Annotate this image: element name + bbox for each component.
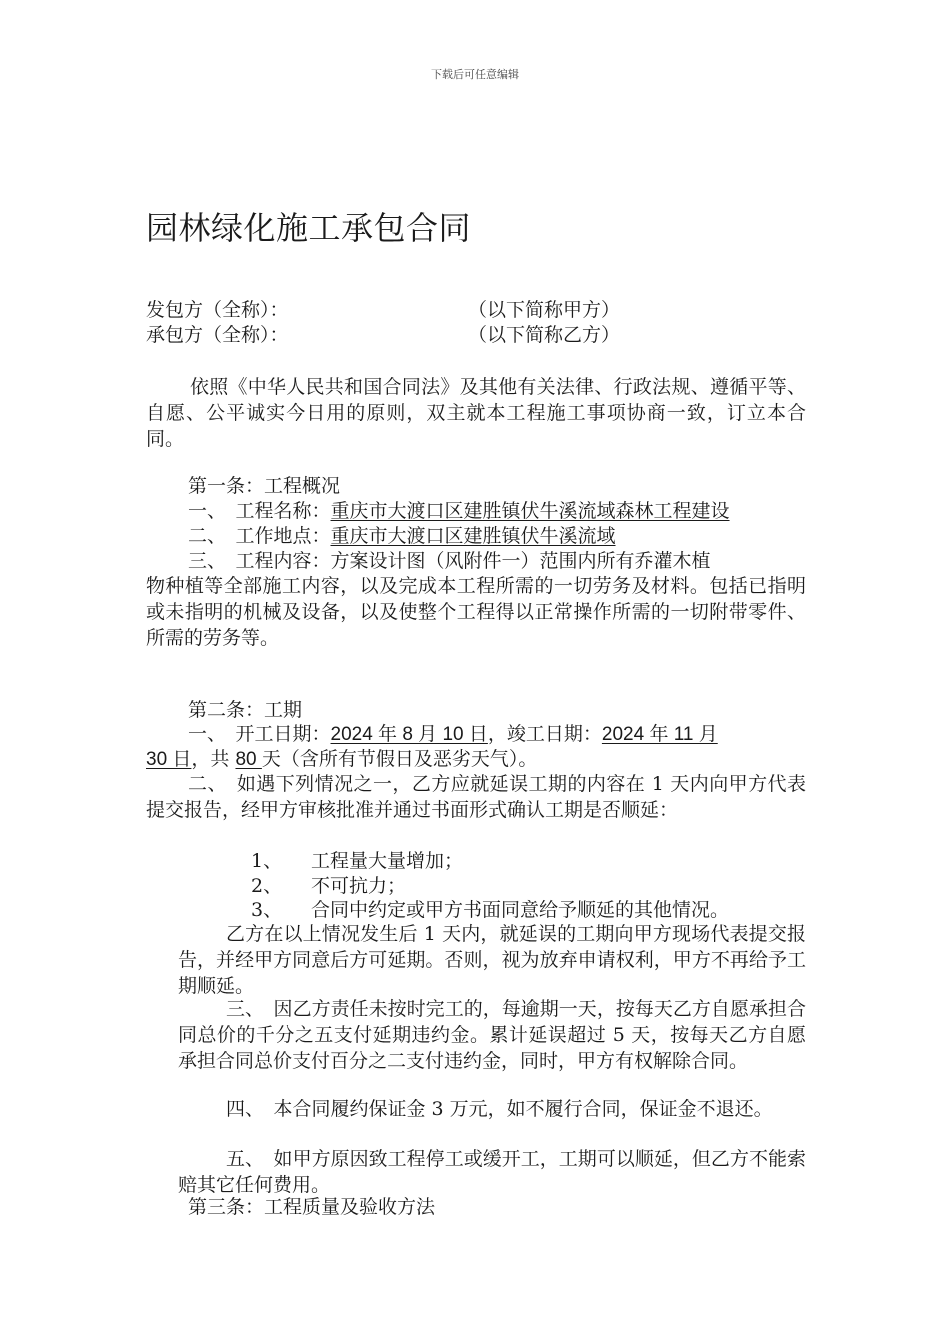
article-2-item-2: 二、 如遇下列情况之一，乙方应就延误工期的内容在 1 天内向甲方代表提交报告，经甲方审核批准并通过书面形式确认工期是否顺延： [146,773,806,821]
article-1-item-2 [188,523,616,549]
project-name: 重庆市大渡口区建胜镇伏牛溪流域森林工程建设 [330,500,730,522]
party-a-label: 发包方（全称）： [146,299,289,321]
article-1-item-1 [188,498,730,524]
item-prefix: 二、 工作地点： [188,525,331,547]
sub-item-3-number: 3、 [251,899,283,921]
end-date-part-2: 30 日 [146,749,192,770]
party-b-alias: （以下简称乙方） [468,324,621,346]
page-header-note: 下载后可任意编辑 [431,68,519,81]
article-1-item-3-rest: 物种植等全部施工内容，以及完成本工程所需的一切劳务及材料。包括已指明或未指明的机械及设备，以及使整个工程得以正常操作所需的一切附带零件、所需的劳务等。 [146,575,806,649]
sub-item-2-number: 2、 [251,875,283,897]
delay-report-note: 乙方在以上情况发生后 1 天内，就延误的工期向甲方现场代表提交报告，并经甲方同意后方可延期。否则，视为放弃申请权利，甲方不再给予工期顺延。 [178,923,806,997]
party-a-alias: （以下简称甲方） [468,299,621,321]
article-2-item-3: 三、 因乙方责任未按时完工的，每逾期一天，按每天乙方自愿承担合同总价的千分之五支付延期违约金。累计延误超过 5 天，按每天乙方自愿承担合同总价支付百分之二支付违约金，同时，甲方有权解除合同。 [178,998,806,1072]
sub-item-1-text: 工程量大量增加； [311,850,464,872]
article-2-item-5: 五、 如甲方原因致工程停工或缓开工，工期可以顺延，但乙方不能索赔其它任何费用。 [178,1148,806,1196]
article-2-item-1-line-2 [146,746,537,773]
article-3-heading: 第三条：工程质量及验收方法 [188,1196,436,1218]
article-2-item-4: 四、 本合同履约保证金 3 万元，如不履行合同，保证金不退还。 [226,1098,773,1120]
intro-paragraph: 依照《中华人民共和国合同法》及其他有关法律、行政法规、遵循平等、自愿、公平诚实今日用的原则，双主就本工程施工事项协商一致，订立本合同。 [146,376,806,450]
article-2-item-1-line-1 [188,721,718,748]
item-prefix: 一、 开工日期： [188,723,331,745]
sub-item-3-text: 合同中约定或甲方书面同意给予顺延的其他情况。 [311,899,730,921]
start-date: 2024 年 8 月 10 日 [330,724,488,745]
article-1-item-3-first-line: 三、 工程内容：方案设计图（风附件一）范围内所有乔灌木植 [188,550,711,572]
end-date-part-1: 2024 年 11 月 [601,724,718,745]
total-suffix: 天（含所有节假日及恶劣天气）。 [261,748,538,770]
article-2-heading: 第二条：工期 [188,699,303,721]
work-location: 重庆市大渡口区建胜镇伏牛溪流域 [330,525,616,547]
total-prefix: ，共 [191,748,236,770]
sub-item-2-text: 不可抗力； [311,875,407,897]
contract-title: 园林绿化施工承包合同 [146,209,472,247]
article-1-heading: 第一条：工程概况 [188,475,341,497]
item-mid: ，竣工日期： [487,723,602,745]
total-days: 80 [235,749,262,770]
party-b-label: 承包方（全称）： [146,324,289,346]
item-prefix: 一、 工程名称： [188,500,331,522]
sub-item-1-number: 1、 [251,850,283,872]
